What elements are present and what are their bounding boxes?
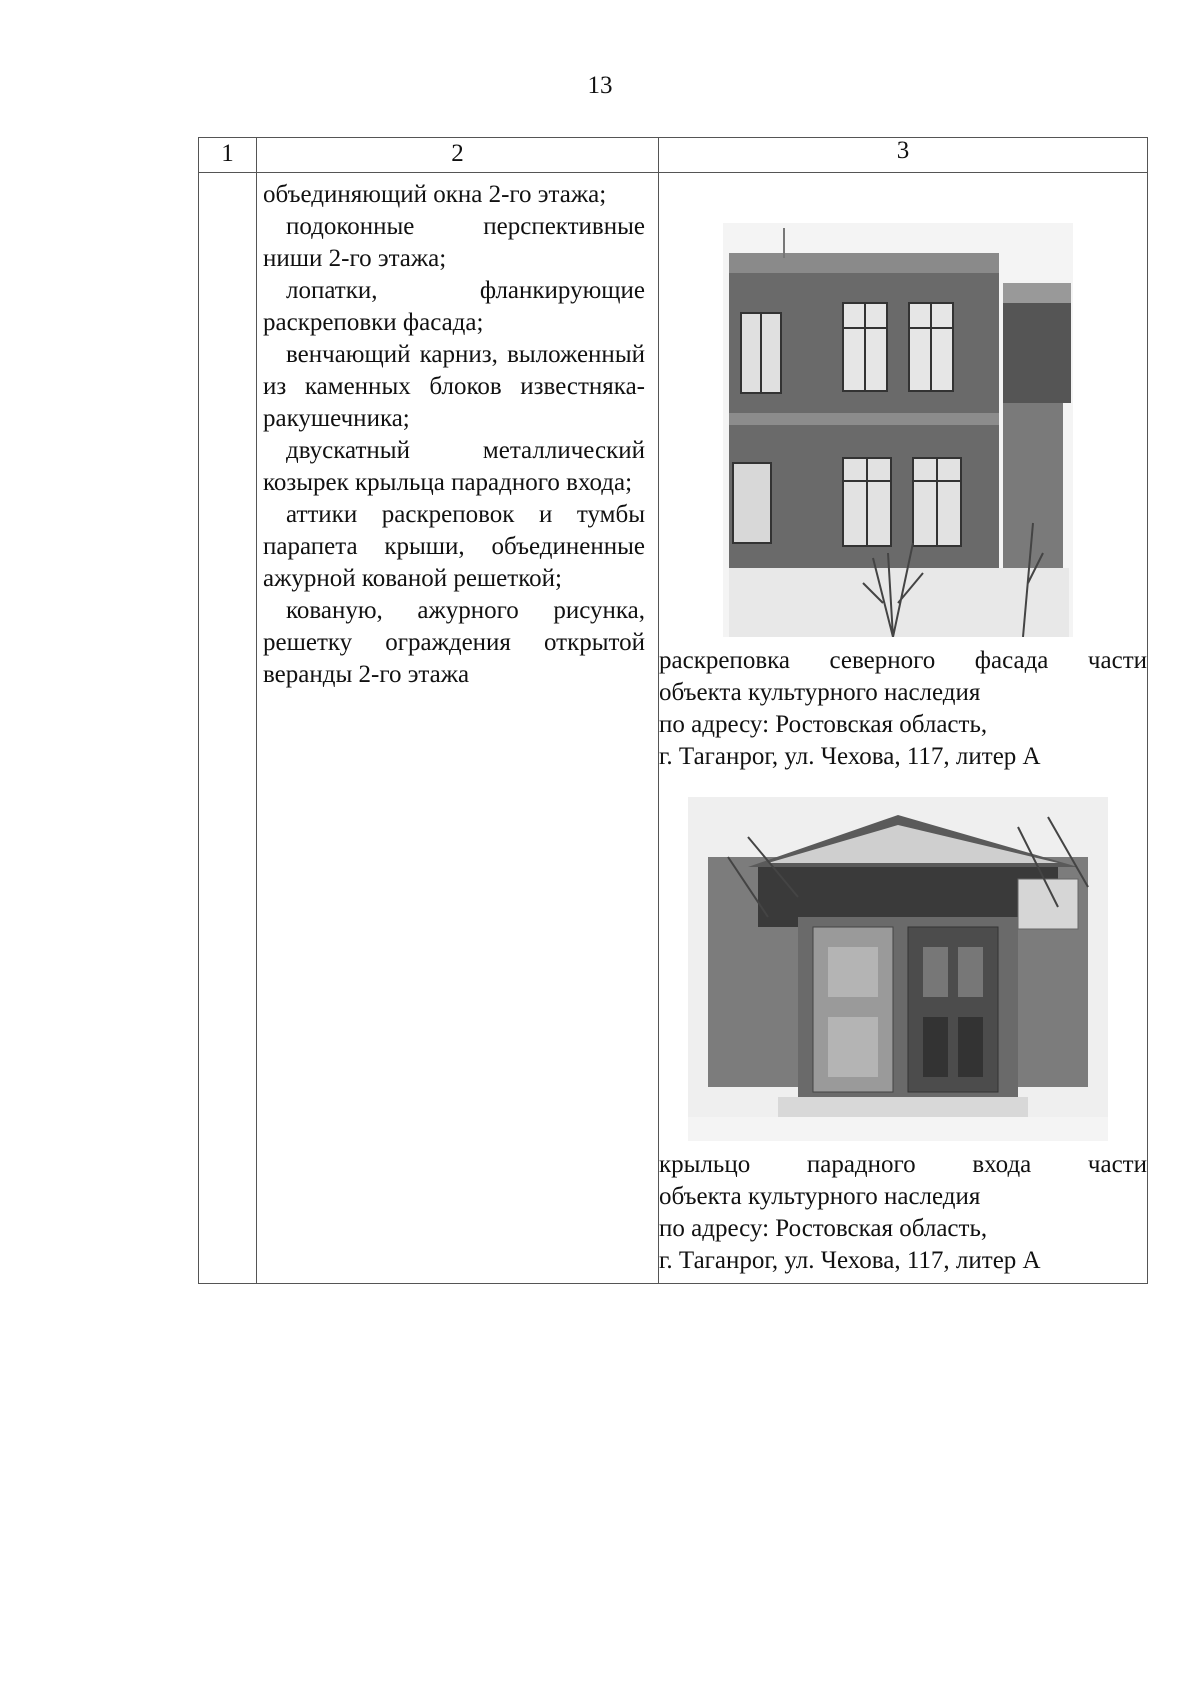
feature-item: объединяющий окна 2-го этажа; bbox=[263, 181, 607, 208]
feature-item: лопатки, фланкирующие раскреповки фасада; bbox=[263, 277, 645, 336]
table-header-row bbox=[199, 138, 1148, 173]
feature-item: аттики раскреповок и тумбы парапета крыши, объединенные ажурной кованой решеткой; bbox=[263, 501, 645, 592]
page-number: 13 bbox=[587, 72, 613, 99]
cell-photos bbox=[659, 173, 1148, 1284]
cell-features bbox=[257, 173, 659, 1284]
entrance-photo bbox=[688, 797, 1108, 1141]
caption-line: по адресу: Ростовская область, bbox=[659, 711, 988, 738]
feature-item: двускатный металлический козырек крыльца парадного входа; bbox=[263, 437, 645, 496]
header-col-2: 2 bbox=[257, 138, 659, 173]
table-row bbox=[199, 173, 1148, 1284]
caption-line: г. Таганрог, ул. Чехова, 117, литер А bbox=[659, 743, 1041, 770]
feature-item: венчающий карниз, выложенный из каменных блоков известняка-ракушечника; bbox=[263, 341, 645, 432]
caption-line: объекта культурного наследия bbox=[659, 679, 981, 706]
photo-caption bbox=[659, 1149, 1147, 1277]
caption-line: крыльцо парадного входа части bbox=[659, 1151, 1147, 1178]
caption-line: раскреповка северного фасада части bbox=[659, 647, 1147, 674]
caption-line: по адресу: Ростовская область, bbox=[659, 1215, 988, 1242]
caption-line: объекта культурного наследия bbox=[659, 1183, 981, 1210]
header-col-3: 3 bbox=[659, 138, 1148, 173]
feature-item: подоконные перспективные ниши 2-го этажа; bbox=[263, 213, 645, 272]
cell-number bbox=[199, 173, 257, 1284]
feature-item: кованую, ажурного рисунка, решетку ограждения открытой веранды 2-го этажа bbox=[263, 597, 645, 688]
monument-table bbox=[198, 137, 1148, 1284]
photo-caption bbox=[659, 645, 1147, 773]
header-col-1: 1 bbox=[199, 138, 257, 173]
facade-photo bbox=[723, 223, 1073, 637]
caption-line: г. Таганрог, ул. Чехова, 117, литер А bbox=[659, 1247, 1041, 1274]
